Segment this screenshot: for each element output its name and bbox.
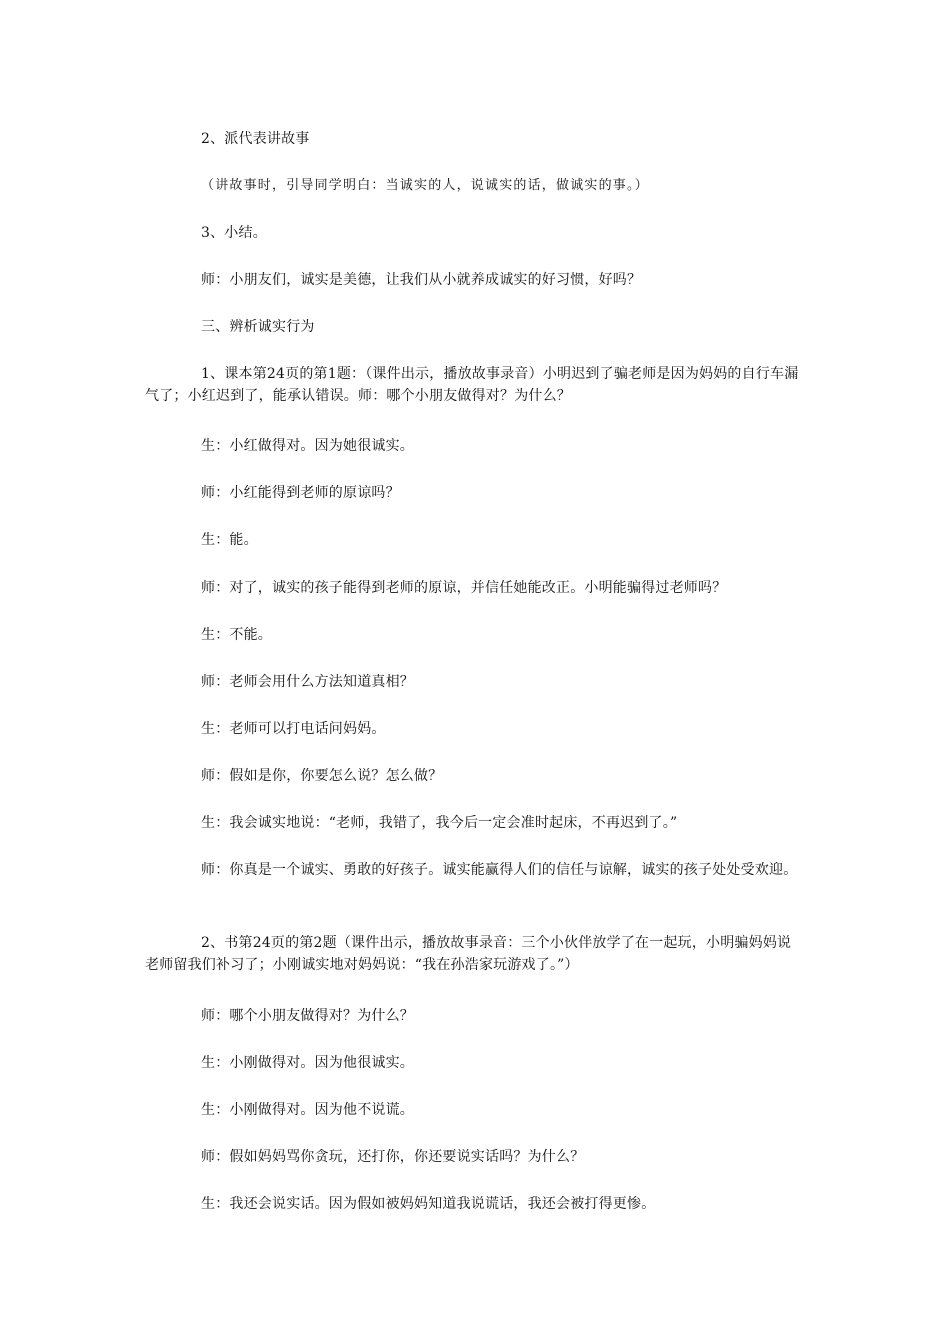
paragraph-11: 生：不能。 [201,627,272,643]
paragraph-13: 生：老师可以打电话问妈妈。 [201,721,386,737]
paragraph-3: 3、小结。 [201,225,267,241]
paragraph-22: 生：我还会说实话。因为假如被妈妈知道我说谎话，我还会被打得更惨。 [201,1196,656,1212]
paragraph-14: 师：假如是你，你要怎么说？怎么做？ [201,768,443,784]
paragraph-10: 师：对了，诚实的孩子能得到老师的原谅，并信任她能改正。小明能骗得过老师吗？ [201,580,727,596]
paragraph-15: 生：我会诚实地说：“老师，我错了，我今后一定会准时起床，不再迟到了。” [201,815,678,831]
paragraph-5: 三、辨析诚实行为 [201,319,315,335]
paragraph-17: 2、书第24页的第2题（课件出示，播放故事录音：三个小伙伴放学了在一起玩，小明骗妈妈说老师留我们补习了；小刚诚实地对妈妈说：“我在孙浩家玩游戏了。”） [145,935,792,973]
paragraph-12: 师：老师会用什么方法知道真相？ [201,674,414,690]
paragraph-9: 生：能。 [201,532,258,548]
paragraph-16: 师：你真是一个诚实、勇敢的好孩子。诚实能赢得人们的信任与谅解，诚实的孩子处处受欢迎。 [201,862,798,878]
paragraph-7: 生：小红做得对。因为她很诚实。 [201,438,414,454]
paragraph-20: 生：小刚做得对。因为他不说谎。 [201,1102,414,1118]
paragraph-18: 师：哪个小朋友做得对？为什么？ [201,1008,414,1024]
paragraph-6: 1、课本第24页的第1题：（课件出示，播放故事录音）小明迟到了骗老师是因为妈妈的自行车漏气了；小红迟到了，能承认错误。师：哪个小朋友做得对？为什么？ [145,366,799,404]
paragraph-4: 师：小朋友们，诚实是美德，让我们从小就养成诚实的好习惯，好吗？ [201,272,642,288]
paragraph-8: 师：小红能得到老师的原谅吗？ [201,485,400,501]
paragraph-21: 师：假如妈妈骂你贪玩，还打你，你还要说实话吗？为什么？ [201,1149,585,1165]
paragraph-1: 2、派代表讲故事 [201,131,310,147]
paragraph-2: （讲故事时，引导同学明白：当诚实的人，说诚实的话，做诚实的事。） [201,178,649,193]
paragraph-19: 生：小刚做得对。因为他很诚实。 [201,1055,414,1071]
